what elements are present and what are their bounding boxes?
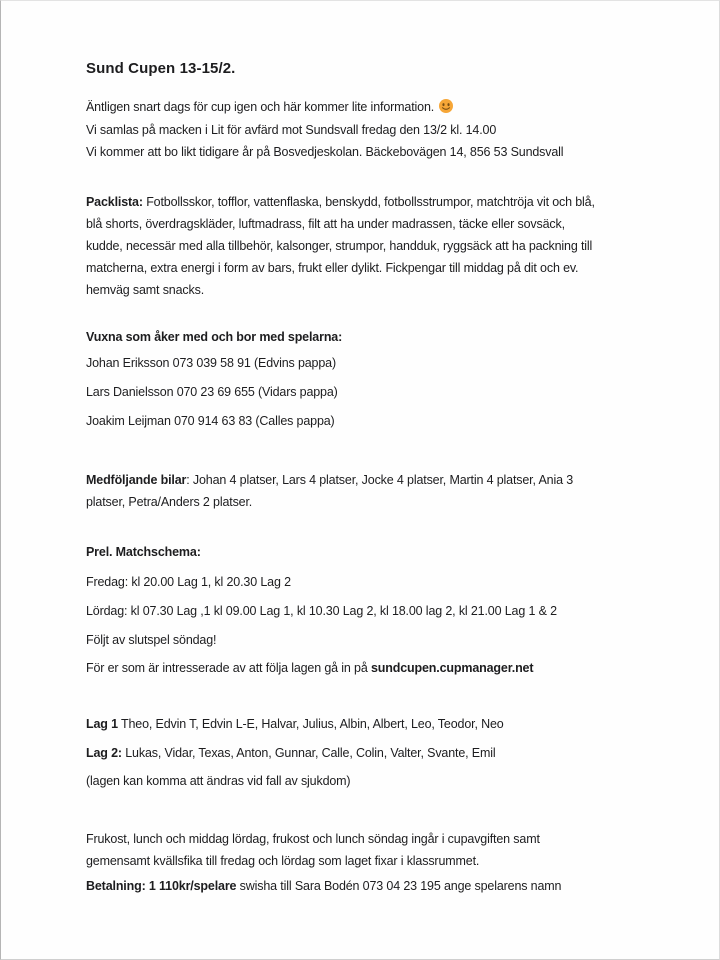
packing-list-line-1: Packlista: Fotbollsskor, tofflor, vattenflaska, benskydd, fotbollsstrumpor, matchtröja vit och blå, <box>86 194 595 209</box>
schedule-sunday: Följt av slutspel söndag! <box>86 632 217 647</box>
smiling-face-emoji <box>439 98 453 112</box>
team-1-roster: Lag 1 Theo, Edvin T, Edvin L-E, Halvar, Julius, Albin, Albert, Leo, Teodor, Neo <box>86 716 504 731</box>
adult-contact-3: Joakim Leijman 070 914 63 83 (Calles pappa) <box>86 413 335 428</box>
packing-list-line-4: matcherna, extra energi i form av bars, frukt eller dylikt. Fickpengar till middag på dit och ev. <box>86 260 579 275</box>
intro-paragraph <box>86 96 664 164</box>
payment-label: Betalning: 1 110kr/spelare <box>86 878 237 893</box>
packing-list-line-5: hemväg samt snacks. <box>86 282 205 297</box>
meals-line-1: Frukost, lunch och middag lördag, frukost och lunch söndag ingår i cupavgiften samt <box>86 831 540 846</box>
packing-list-line-3: kudde, necessär med alla tillbehör, kalsonger, strumpor, handduk, ryggsäck att ha packning till <box>86 238 593 253</box>
team-1-label: Lag 1 <box>86 716 118 731</box>
cup-website-text: sundcupen.cupmanager.net <box>370 660 534 675</box>
intro-line-2: Vi samlas på macken i Lit för avfärd mot Sundsvall fredag den 13/2 kl. 14.00 <box>86 122 497 137</box>
packing-list-label: Packlista: <box>86 194 143 209</box>
adult-contact-1: Johan Eriksson 073 039 58 91 (Edvins pappa) <box>86 355 336 370</box>
intro-line-1: Äntligen snart dags för cup igen och här kommer lite information. <box>86 96 664 119</box>
meals-paragraph <box>86 828 664 872</box>
packing-list-line-2: blå shorts, överdragskläder, luftmadrass, filt att ha under madrassen, täcke eller sovsäck, <box>86 216 565 231</box>
team-change-note: (lagen kan komma att ändras vid fall av sjukdom) <box>86 773 351 788</box>
meals-line-2: gemensamt kvällsfika till fredag och lördag som laget fixar i klassrummet. <box>86 853 480 868</box>
cars-label: Medföljande bilar <box>86 472 187 487</box>
page-title: Sund Cupen 13-15/2. <box>86 60 236 77</box>
adult-contact-2: Lars Danielsson 070 23 69 655 (Vidars pappa) <box>86 384 338 399</box>
adults-heading: Vuxna som åker med och bor med spelarna: <box>86 329 343 344</box>
payment-info: Betalning: 1 110kr/spelare swisha till Sara Bodén 073 04 23 195 ange spelarens namn <box>86 878 562 893</box>
cars-paragraph <box>86 469 664 513</box>
team-2-roster: Lag 2: Lukas, Vidar, Texas, Anton, Gunnar, Calle, Colin, Valter, Svante, Emil <box>86 745 496 760</box>
packing-list-paragraph <box>86 191 664 301</box>
schedule-heading: Prel. Matchschema: <box>86 544 201 559</box>
team-2-label: Lag 2: <box>86 745 122 760</box>
intro-line-3: Vi kommer att bo likt tidigare år på Bosvedjeskolan. Bäckebovägen 14, 856 53 Sundsvall <box>86 145 564 159</box>
cars-line-2: platser, Petra/Anders 2 platser. <box>86 494 253 509</box>
cars-line-1: Medföljande bilar: Johan 4 platser, Lars 4 platser, Jocke 4 platser, Martin 4 platser, Ania 3 <box>86 472 573 487</box>
schedule-saturday: Lördag: kl 07.30 Lag ,1 kl 09.00 Lag 1, kl 10.30 Lag 2, kl 18.00 lag 2, kl 21.00 Lag 1 & 2 <box>86 603 557 618</box>
schedule-friday: Fredag: kl 20.00 Lag 1, kl 20.30 Lag 2 <box>86 574 291 589</box>
schedule-follow-info: För er som är intresserade av att följa lagen gå in på sundcupen.cupmanager.net <box>86 660 534 675</box>
